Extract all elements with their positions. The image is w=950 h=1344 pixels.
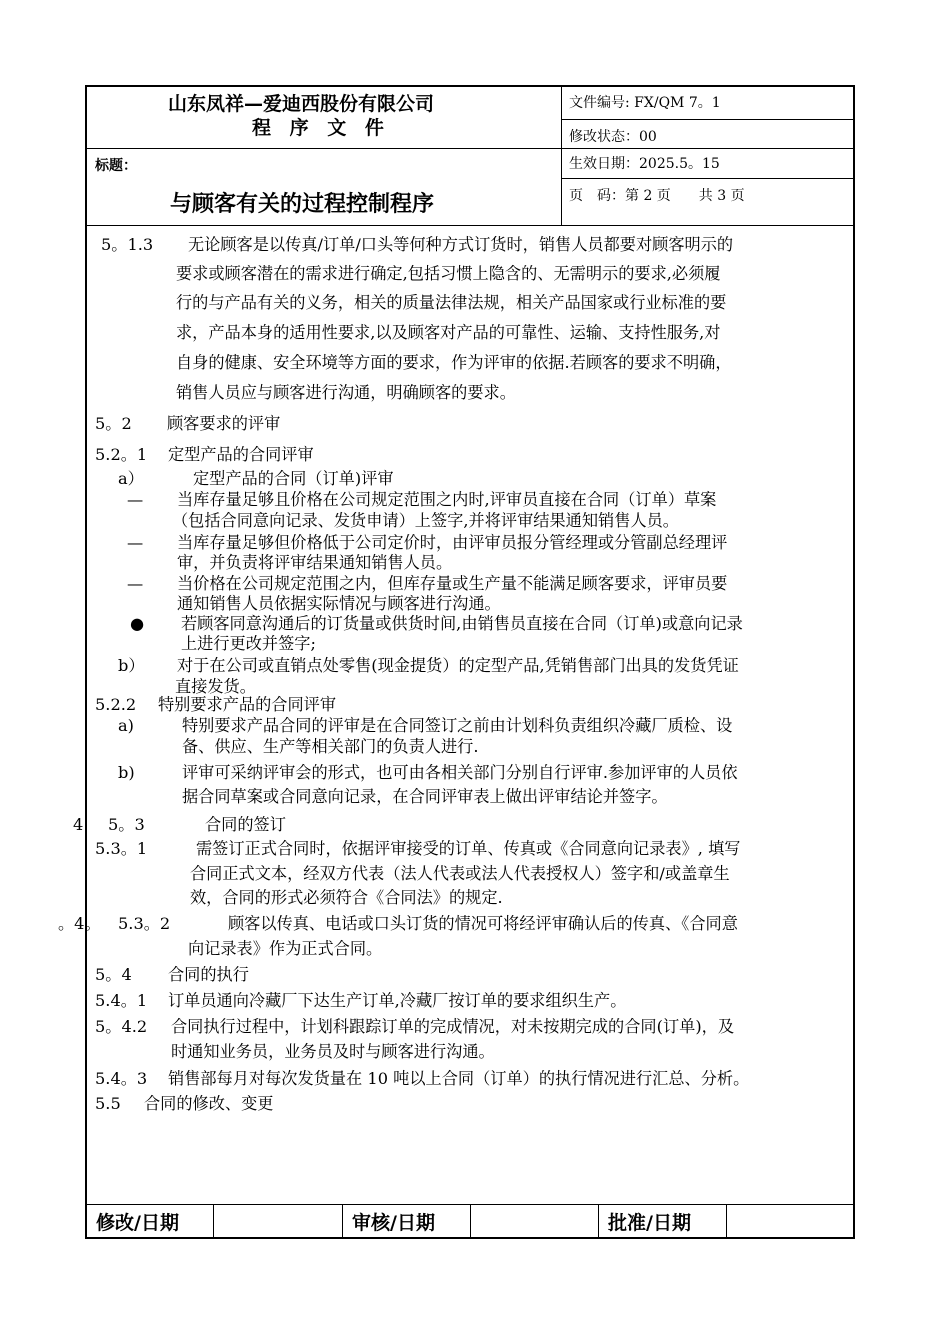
list-marker: —: [127, 574, 144, 593]
list-marker: b）: [118, 656, 145, 675]
list-item-text: 特别要求产品合同的评审是在合同签订之前由计划科负责组织冷藏厂质检、设: [182, 716, 733, 735]
list-item-text: （包括合同意向记录、发货申请）上签字,并将评审结果通知销售人员。: [172, 511, 679, 530]
paragraph-line: 销售人员应与顾客进行沟通，明确顾客的要求。: [176, 383, 516, 402]
list-item-text: 若顾客同意沟通后的订货量或供货时间,由销售员直接在合同（订单)或意向记录: [181, 614, 743, 633]
section-number: 5。3: [108, 815, 145, 834]
clause-number: 5。1.3: [101, 235, 154, 254]
bullet-icon: ●: [130, 614, 145, 633]
clause-number: 5.4。3: [95, 1069, 148, 1088]
header-bottom-line: [85, 225, 855, 226]
header-divider: [85, 148, 855, 149]
stray-prefix: 。4。: [58, 914, 101, 933]
paragraph-line: 向记录表》作为正式合同。: [188, 939, 383, 958]
clause-number: 5.2。1: [95, 445, 148, 464]
header-divider: [562, 119, 855, 120]
section-heading: 合同的签订: [205, 815, 286, 834]
paragraph-line: 合同执行过程中，计划科跟踪订单的完成情况，对未按期完成的合同(订单)，及: [171, 1017, 735, 1036]
revise-date-label: 修改/日期: [96, 1212, 179, 1234]
list-item-text: 定型产品的合同（订单)评审: [193, 469, 394, 488]
paragraph-line: 求，产品本身的适用性要求,以及顾客对产品的可靠性、运输、支持性服务,对: [176, 323, 721, 342]
paragraph-line: 无论顾客是以传真/订单/口头等何种方式订货时，销售人员都要对顾客明示的: [188, 235, 734, 254]
title-label: 标题：: [95, 158, 137, 174]
header-column-divider: [561, 85, 562, 226]
paragraph-line: 要求或顾客潜在的需求进行确定,包括习惯上隐含的、无需明示的要求,必须履: [176, 264, 721, 283]
paragraph-line: 时通知业务员，业务员及时与顾客进行沟通。: [171, 1042, 495, 1061]
header-divider: [562, 178, 855, 179]
list-marker: a): [118, 716, 134, 735]
list-item-text: 当库存量足够但价格低于公司定价时，由评审员报分管经理或分管副总经理评: [177, 533, 728, 552]
paragraph-line: 需签订正式合同时，依据评审接受的订单、传真或《合同意向记录表》, 填写: [196, 839, 741, 858]
clause-heading: 特别要求产品的合同评审: [158, 695, 337, 714]
list-marker: —: [127, 490, 144, 509]
footer-cell-divider: [342, 1204, 343, 1238]
clause-number: 5.3。2: [118, 914, 171, 933]
clause-heading: 定型产品的合同评审: [168, 445, 314, 464]
list-item-text: 评审可采纳评审会的形式，也可由各相关部门分别自行评审.参加评审的人员依: [182, 763, 738, 782]
clause-number: 5.4。1: [95, 991, 148, 1010]
list-item-text: 据合同草案或合同意向记录，在合同评审表上做出评审结论并签字。: [182, 787, 668, 806]
clause-number: 5.2.2: [95, 695, 137, 714]
list-item-text: 直接发货。: [175, 677, 256, 696]
clause-number: 5。4.2: [95, 1017, 148, 1036]
revise-date-field[interactable]: [214, 1205, 341, 1237]
footer-cell-divider: [598, 1204, 599, 1238]
list-marker: a）: [118, 469, 144, 488]
paragraph-line: 效，合同的形式必须符合《合同法》的规定.: [190, 888, 503, 907]
list-item-text: 备、供应、生产等相关部门的负责人进行.: [182, 737, 479, 756]
file-number: 文件编号: FX/QM 7。1: [569, 95, 721, 111]
list-item-text: 审，并负责将评审结果通知销售人员。: [177, 553, 453, 572]
section-number: 5.5: [95, 1094, 121, 1113]
section-heading: 顾客要求的评审: [167, 414, 281, 433]
section-heading: 合同的执行: [168, 965, 249, 984]
list-item-text: 上进行更改并签字;: [181, 634, 316, 653]
revision-status: 修改状态：00: [569, 129, 657, 145]
approve-date-label: 批准/日期: [608, 1212, 691, 1234]
list-marker: —: [127, 533, 144, 552]
approve-date-field[interactable]: [727, 1205, 853, 1237]
paragraph-line: 销售部每月对每次发货量在 10 吨以上合同（订单）的执行情况进行汇总、分析。: [168, 1069, 750, 1088]
document-title: 与顾客有关的过程控制程序: [170, 192, 435, 217]
document-type: 程 序 文 件: [252, 117, 390, 139]
list-item-text: 当价格在公司规定范围之内，但库存量或生产量不能满足顾客要求，评审员要: [177, 574, 728, 593]
effective-date: 生效日期：2025.5。15: [569, 156, 720, 172]
paragraph-line: 订单员通向冷藏厂下达生产订单,冷藏厂按订单的要求组织生产。: [168, 991, 627, 1010]
clause-number: 5.3。1: [95, 839, 148, 858]
paragraph-line: 合同正式文本，经双方代表（法人代表或法人代表授权人）签字和/或盖章生: [190, 864, 730, 883]
review-date-field[interactable]: [471, 1205, 597, 1237]
section-number: 5。2: [95, 414, 132, 433]
review-date-label: 审核/日期: [352, 1212, 435, 1234]
section-heading: 合同的修改、变更: [144, 1094, 274, 1113]
paragraph-line: 顾客以传真、电话或口头订货的情况可将经评审确认后的传真、《合同意: [228, 914, 738, 933]
list-item-text: 当库存量足够且价格在公司规定范围之内时,评审员直接在合同（订单）草案: [177, 490, 717, 509]
paragraph-line: 自身的健康、安全环境等方面的要求，作为评审的依据.若顾客的要求不明确，: [176, 353, 732, 372]
list-item-text: 通知销售人员依据实际情况与顾客进行沟通。: [177, 594, 501, 613]
section-number: 5。4: [95, 965, 132, 984]
list-marker: b): [118, 763, 135, 782]
page-number: 页 码：第 2 页 共 3 页: [569, 188, 745, 204]
stray-prefix: 4: [73, 815, 84, 834]
list-item-text: 对于在公司或直销点处零售(现金提货）的定型产品,凭销售部门出具的发货凭证: [177, 656, 739, 675]
company-name: 山东凤祥—爱迪西股份有限公司: [168, 93, 435, 115]
paragraph-line: 行的与产品有关的义务，相关的质量法律法规，相关产品国家或行业标准的要: [176, 293, 727, 312]
